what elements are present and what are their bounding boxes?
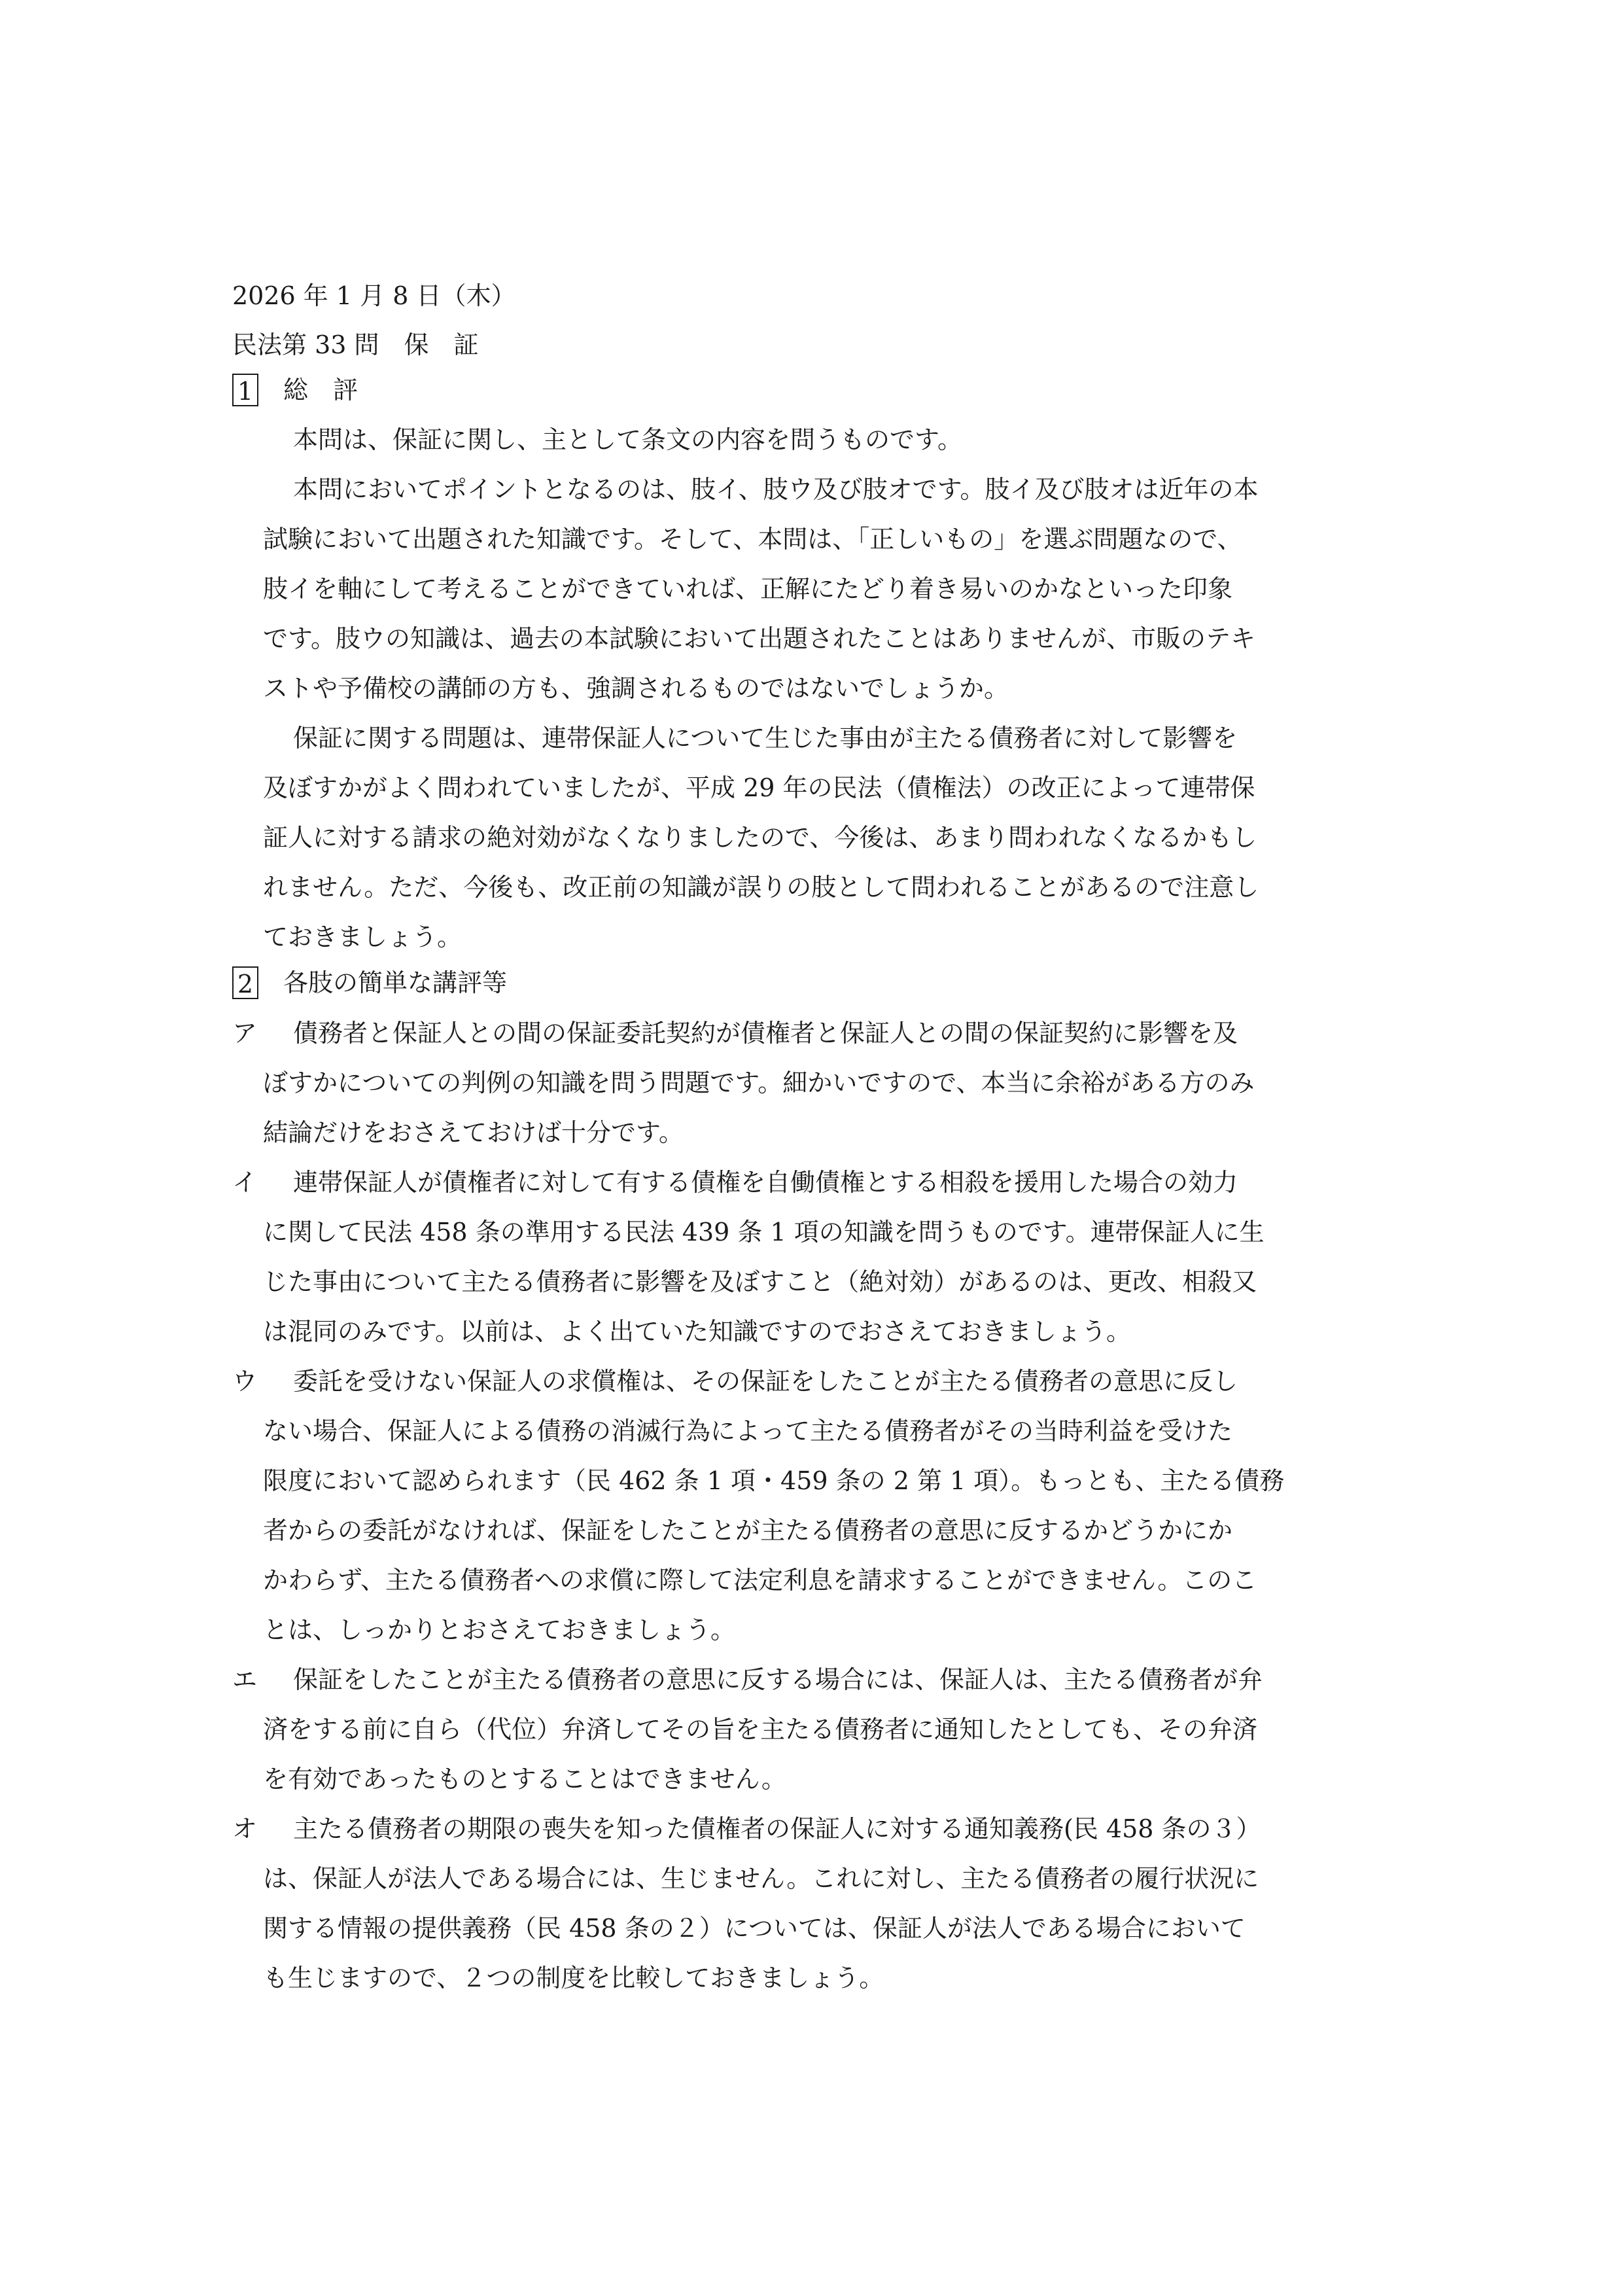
section-1-title: 総 評	[283, 376, 358, 404]
document-date: 2026 年 1 月 8 日（木）	[232, 281, 516, 310]
item-line: 結論だけをおさえておけば十分です。	[263, 1118, 684, 1147]
item-line: 委託を受けない保証人の求償権は、その保証をしたことが主たる債務者の意思に反し	[293, 1367, 1238, 1396]
item-line: 関する情報の提供義務（民 458 条の２）については、保証人が法人である場合において	[263, 1914, 1246, 1943]
item-line: 債務者と保証人との間の保証委託契約が債権者と保証人との間の保証契約に影響を及	[293, 1019, 1238, 1048]
item-line: は混同のみです。以前は、よく出ていた知識ですのでおさえておきましょう。	[263, 1317, 1131, 1346]
item-line: 連帯保証人が債権者に対して有する債権を自働債権とする相殺を援用した場合の効力	[293, 1168, 1238, 1197]
item-line: は、保証人が法人である場合には、生じません。これに対し、主たる債務者の履行状況に	[263, 1864, 1259, 1893]
section-1-line: 試験において出題された知識です。そして、本問は、「正しいもの」を選ぶ問題なので、	[263, 525, 1242, 554]
item-label: ウ	[232, 1367, 258, 1396]
item-label: エ	[232, 1665, 258, 1694]
section-1-line: ストや予備校の講師の方も、強調されるものではないでしょうか。	[263, 674, 1009, 703]
item-line: 限度において認められます（民 462 条 1 項・459 条の 2 第 1 項）。もっとも、主たる債務	[263, 1466, 1285, 1495]
section-2-title: 各肢の簡単な講評等	[283, 968, 508, 997]
item-line: とは、しっかりとおさえておきましょう。	[263, 1616, 736, 1644]
item-line: も生じますので、２つの制度を比較しておきましょう。	[263, 1964, 884, 1992]
section-1-line: です。肢ウの知識は、過去の本試験において出題されたことはありませんが、市販のテキ	[263, 624, 1255, 653]
section-1-line: 保証に関する問題は、連帯保証人について生じた事由が主たる債務者に対して影響を	[293, 724, 1238, 752]
section-1-heading	[232, 374, 358, 406]
section-1-line: 証人に対する請求の絶対効がなくなりましたので、今後は、あまり問われなくなるかもし	[263, 823, 1257, 852]
section-1-line: 本問においてポイントとなるのは、肢イ、肢ウ及び肢オです。肢イ及び肢オは近年の本	[293, 475, 1259, 504]
item-label: イ	[232, 1168, 258, 1197]
document-title: 民法第 33 問 保 証	[232, 330, 479, 359]
item-line: 済をする前に自ら（代位）弁済してその旨を主たる債務者に通知したとしても、その弁済	[263, 1715, 1258, 1744]
section-1-line: 及ぼすかがよく問われていましたが、平成 29 年の民法（債権法）の改正によって連帯保	[263, 773, 1255, 802]
item-line: 保証をしたことが主たる債務者の意思に反する場合には、保証人は、主たる債務者が弁	[293, 1665, 1263, 1694]
section-1-line: れません。ただ、今後も、改正前の知識が誤りの肢として問われることがあるので注意し	[263, 873, 1259, 902]
item-line: じた事由について主たる債務者に影響を及ぼすこと（絶対効）があるのは、更改、相殺又	[263, 1267, 1257, 1296]
item-line: を有効であったものとすることはできません。	[263, 1765, 786, 1793]
section-1-line: 肢イを軸にして考えることができていれば、正解にたどり着き易いのかなといった印象	[263, 574, 1233, 603]
section-1-line: 本問は、保証に関し、主として条文の内容を問うものです。	[293, 425, 962, 454]
section-2-heading	[232, 966, 507, 999]
item-line: に関して民法 458 条の準用する民法 439 条 1 項の知識を問うものです。連帯保証人に生	[263, 1218, 1265, 1246]
section-2-number: 2	[232, 966, 258, 999]
item-line: ない場合、保証人による債務の消滅行為によって主たる債務者がその当時利益を受けた	[263, 1417, 1233, 1445]
item-label: ア	[232, 1019, 258, 1048]
item-line: かわらず、主たる債務者への求償に際して法定利息を請求することができません。このこ	[263, 1566, 1257, 1595]
item-label: オ	[232, 1814, 258, 1843]
item-line: 者からの委託がなければ、保証をしたことが主たる債務者の意思に反するかどうかにか	[263, 1516, 1233, 1545]
section-1-number: 1	[232, 374, 258, 406]
item-line: ぼすかについての判例の知識を問う問題です。細かいですので、本当に余裕がある方のみ	[263, 1069, 1255, 1097]
section-1-line: ておきましょう。	[263, 923, 462, 951]
item-line: 主たる債務者の期限の喪失を知った債権者の保証人に対する通知義務(民 458 条の３）	[293, 1814, 1261, 1843]
